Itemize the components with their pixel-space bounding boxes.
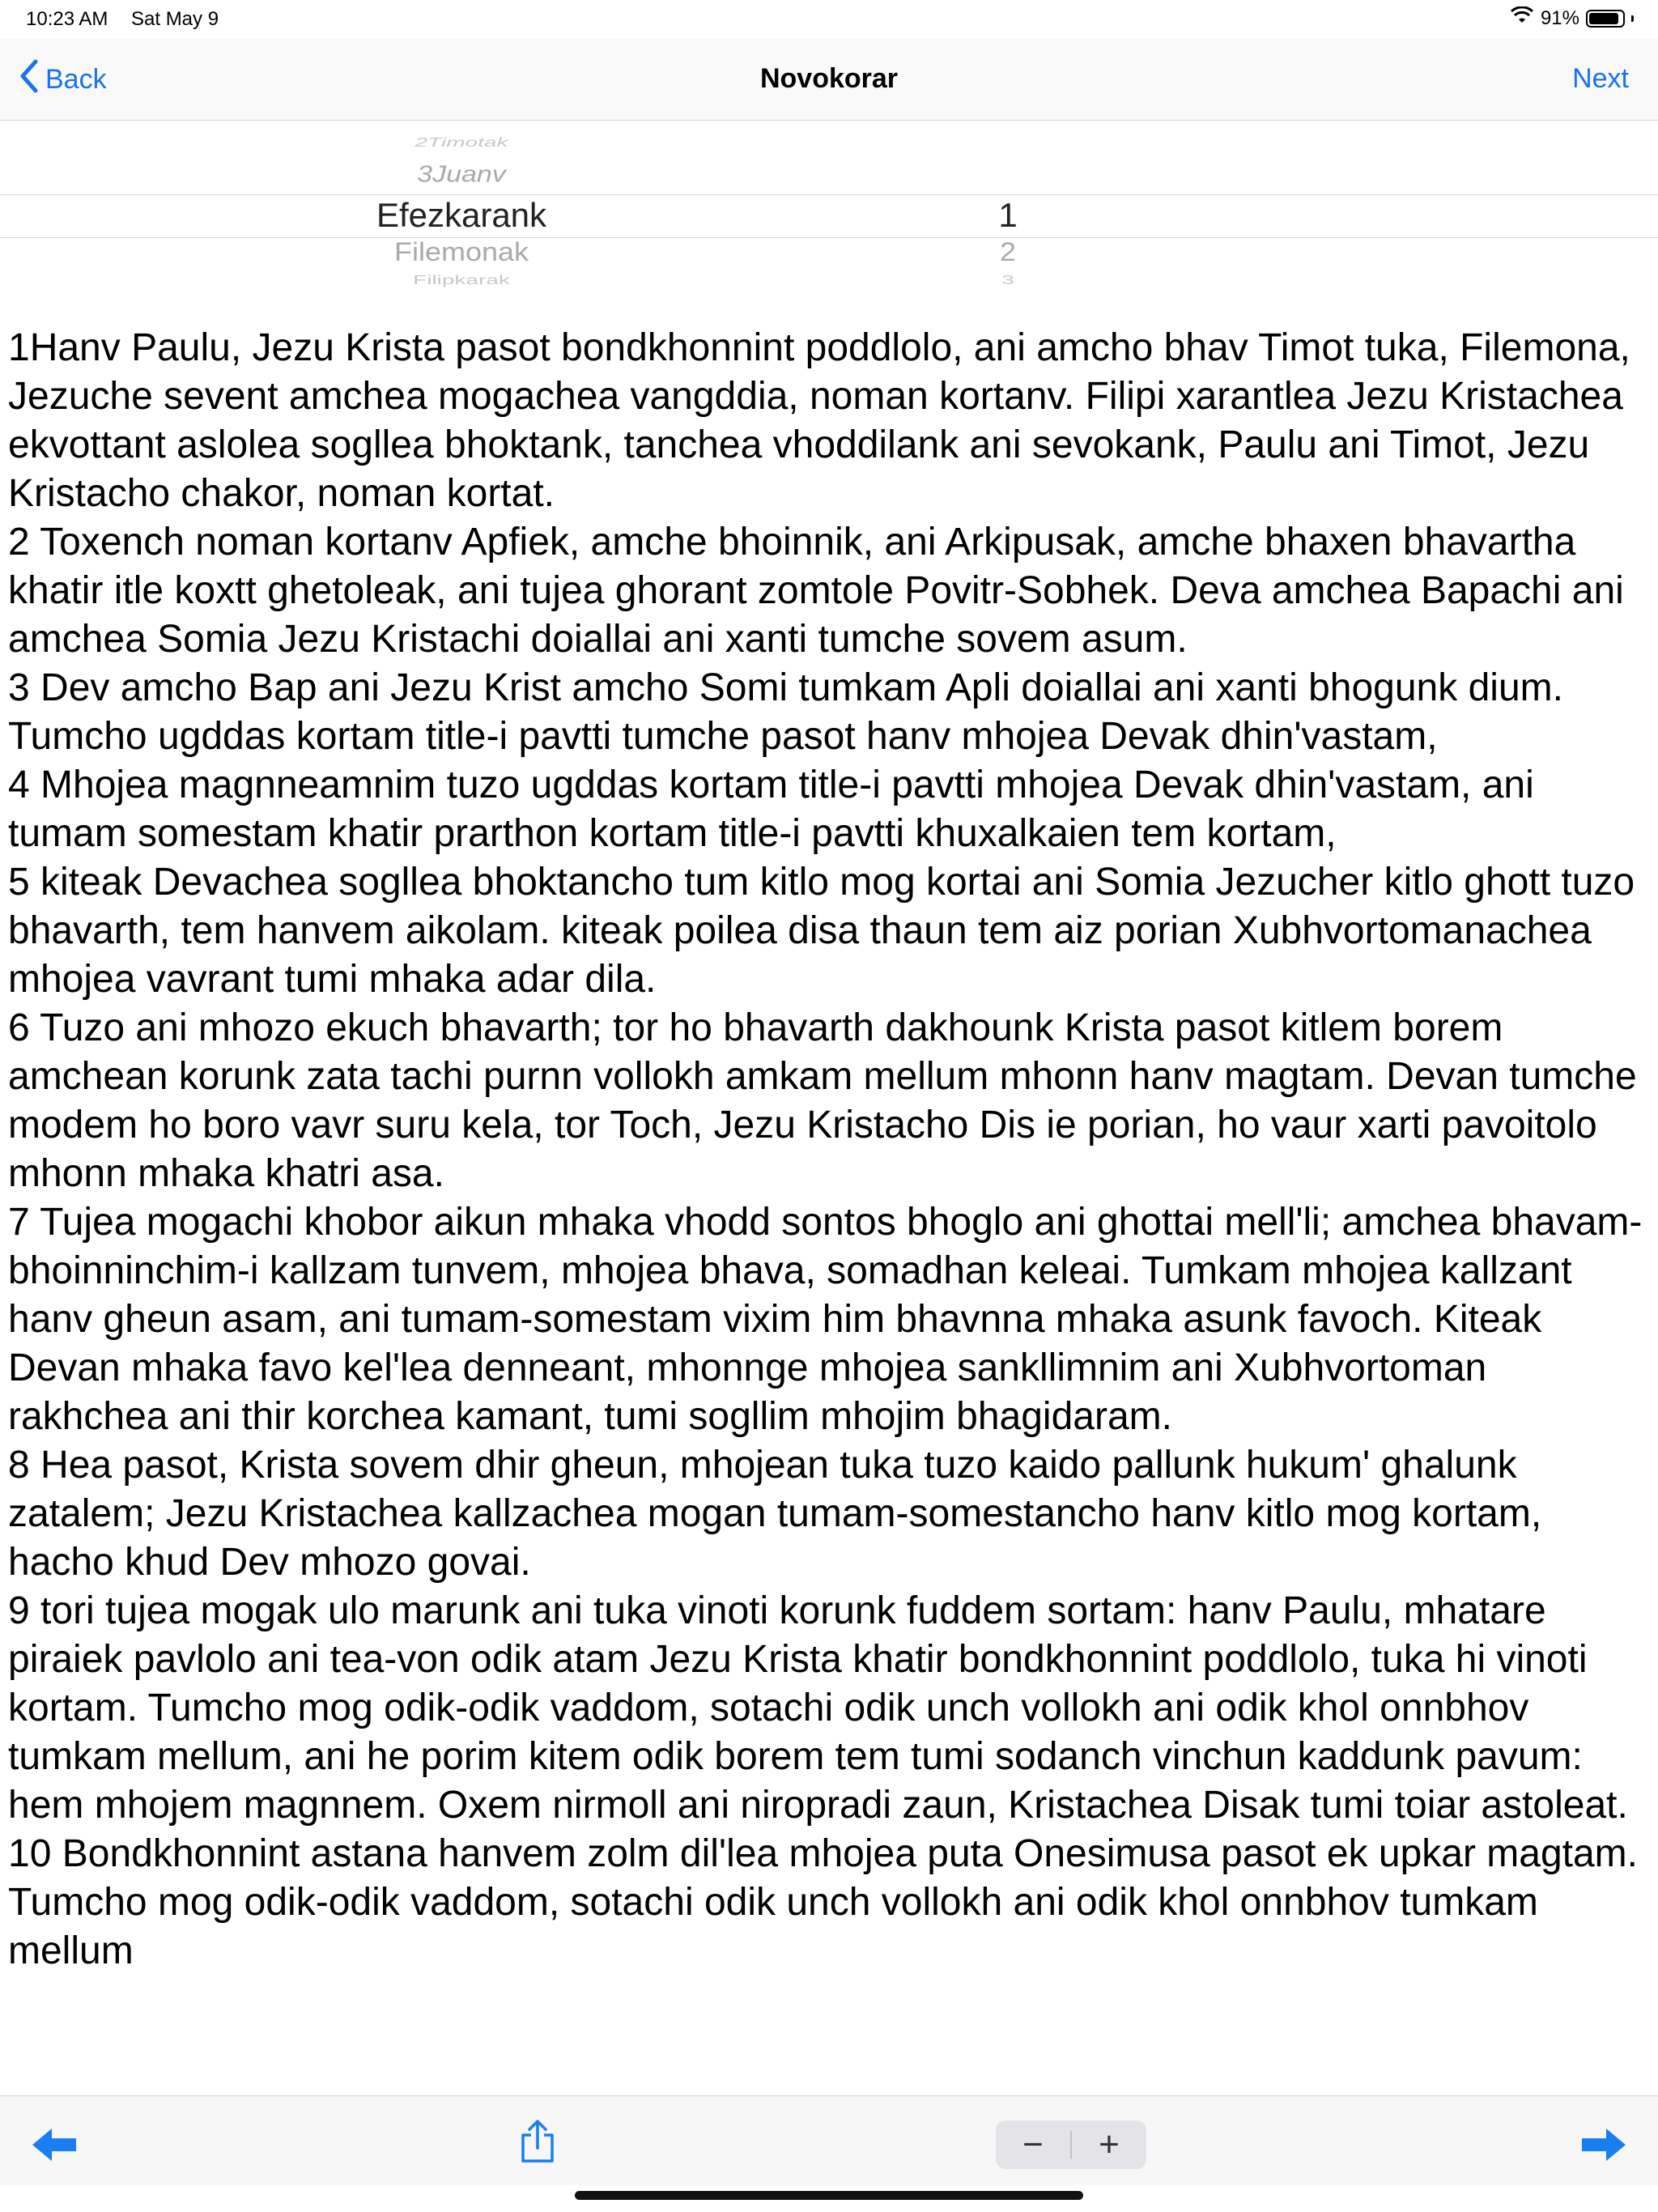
verse: 9 tori tujea mogak ulo marunk ani tuka vinoti korunk fuddem sortam: hanv Paulu, mhatare piraiek pavlolo ani tea-von odik atam Jezu Krista khatir bondkhonnint poddlolo, tuka hi vinoti kortam. Tumcho mog odik-odik vaddom, sotachi odik unch vollokh ani odik khol onnbhov tumkam mellum, ani he porim kitem odik borem tem tumi sodanch vinchun kaddunk pavum: hem mhojem magnnem. Oxem nirmoll ani niropradi zaun, Kristachea Disak tumi toiar astoleat. (8, 1589, 1628, 1827)
next-button[interactable]: Next (1572, 63, 1629, 94)
picker-chapter-option[interactable]: 2 (999, 236, 1017, 266)
verse: 10 Bondkhonnint astana hanvem zolm dil'lea mhojea puta Onesimusa pasot ek upkar magtam. Tumcho mog odik-odik vaddom, sotachi odik unch vollokh ani odik khol onnbhov tumkam mellum (8, 1832, 1638, 1972)
verse: 6 Tuzo ani mhozo ekuch bhavarth; tor ho bhavarth dakhounk Krista pasot kitlem borem amchean korunk zata tachi purnn vollokh amkam mellum mhonn hanv magtam. Devan tumche modem ho boro vavr suru kela, tor Toch, Jezu Kristacho Dis ie porian, ho vaur xarti pavoitolo mhonn mhaka khatri asa. (8, 1006, 1637, 1195)
verse: 8 Hea pasot, Krista sovem dhir gheun, mhojean tuka tuzo kaido pallunk hukum' ghalunk zatalem; Jezu Kristachea kallzachea mogan tumam-somestancho hanv kitlo mog kortam, hacho khud Dev mhozo govai. (8, 1444, 1542, 1584)
picker-book-selected[interactable]: Efezkarank (376, 196, 547, 234)
battery-icon (1586, 10, 1625, 28)
back-label: Back (45, 64, 107, 95)
navigation-bar (0, 39, 1658, 121)
font-size-stepper[interactable] (996, 2121, 1146, 2169)
battery-level (1589, 13, 1618, 24)
font-decrease-icon[interactable]: − (1022, 2125, 1044, 2164)
page-title: Novokorar (759, 63, 899, 94)
status-indicators (1510, 6, 1634, 30)
book-chapter-picker[interactable] (0, 121, 1658, 291)
picker-chapter-selected[interactable]: 1 (998, 196, 1018, 234)
verse: 4 Mhojea magnneamnim tuzo ugddas kortam title-i pavtti mhojea Devak dhin'vastam, ani tumam somestam khatir prarthon kortam title-i pavtti khuxalkaien tem kortam, (8, 764, 1534, 855)
left-arrow-icon[interactable] (31, 2127, 78, 2167)
status-bar (0, 0, 1658, 39)
verse: 7 Tujea mogachi khobor aikun mhaka vhodd sontos bhoglo ani ghottai mell'li; amchea bhavam-bhoinninchim-i kallzam tunvem, mhojea bhava, somadhan keleai. Tumkam mhojea kallzant hanv gheun asam, ani tumam-somestam vixim him bhavnna mhaka asunk favoch. Kiteak Devan mhaka favo kel'lea denneant, mhonnge mhojea sankllimnim ani Xubhvortoman rakhchea ani thir korchea kamant, tumi sogllim mhojim bhagidaram. (8, 1201, 1643, 1438)
verse: 1Hanv Paulu, Jezu Krista pasot bondkhonnint poddlolo, ani amcho bhav Timot tuka, Filemona, Jezuche sevent amchea mogachea vangddia, noman kortanv. Filipi xarantlea Jezu Kristachea ekvottant aslolea sogllea bhoktank, tanchea vhoddilank ani sevokank, Paulu ani Timot, Jezu Kristacho chakor, noman kortat. (8, 326, 1630, 515)
battery-tip (1631, 15, 1634, 22)
picker-book-option[interactable]: 2Timotak (414, 135, 508, 150)
home-indicator[interactable] (575, 2191, 1083, 2200)
status-time: 10:23 AM (26, 8, 108, 30)
picker-book-option[interactable]: Filipkarak (413, 273, 510, 287)
bottom-toolbar (0, 2095, 1658, 2185)
share-icon[interactable] (520, 2119, 555, 2168)
chapter-text[interactable] (8, 324, 1650, 2093)
verse: 5 kiteak Devachea sogllea bhoktancho tum kitlo mog kortai ani Somia Jezucher kitlo ghott tuzo bhavarth, tem hanvem aikolam. kiteak poilea disa thaun tem aiz porian Xubhvortomanachea mhojea vavrant tumi mhaka adar dila. (8, 861, 1635, 1001)
right-arrow-icon[interactable] (1580, 2127, 1627, 2167)
verse: 3 Dev amcho Bap ani Jezu Krist amcho Somi tumkam Apli doiallai ani xanti bhogunk dium. Tumcho ugddas kortam title-i pavtti tumche pasot hanv mhojea Devak dhin'vastam, (8, 666, 1563, 758)
verse: 2 Toxench noman kortanv Apfiek, amche bhoinnik, ani Arkipusak, amche bhaxen bhavartha khatir itle koxtt ghetoleak, ani tujea ghorant zomtole Povitr-Sobhek. Deva amchea Bapachi ani amchea Somia Jezu Kristachi doiallai ani xanti tumche sovem asum. (8, 521, 1624, 661)
picker-book-option[interactable]: Filemonak (393, 236, 529, 266)
picker-book-option[interactable]: 3Juanv (417, 160, 506, 188)
picker-chapter-option[interactable]: 3 (1001, 273, 1014, 287)
wifi-icon (1510, 6, 1534, 30)
status-date: Sat May 9 (131, 8, 219, 30)
battery-percent: 91% (1540, 6, 1579, 29)
font-increase-icon[interactable]: + (1099, 2125, 1120, 2164)
